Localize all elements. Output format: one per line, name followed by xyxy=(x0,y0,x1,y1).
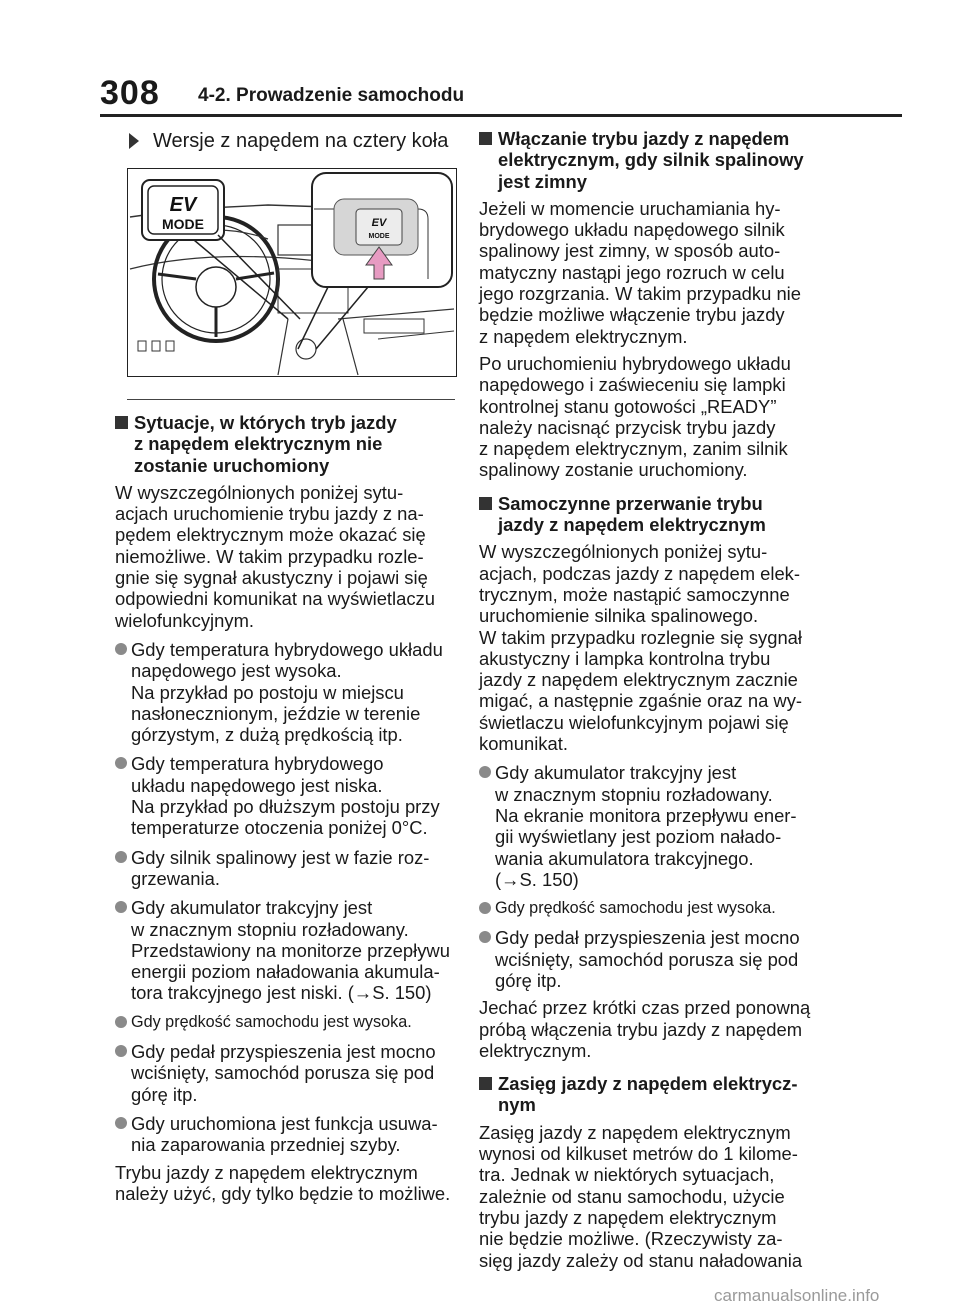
list-item: Gdy akumulator trakcyjny jest w znacznym stopniu rozładowany. Przedstawiony na monitorze przepływu energii poziom naładowania akumula- tora trakcyjnego jest niski. (→S. 150) xyxy=(115,897,453,1003)
variant-label xyxy=(129,128,453,154)
list-item: Gdy prędkość samochodu jest wysoka. xyxy=(115,1012,453,1033)
dashboard-drawing xyxy=(128,169,456,376)
list-item: Gdy temperatura hybrydowego układu napędowego jest wysoka. Na przykład po postoju w miejscu nasłonecznionym, jeździe w terenie górzystym, z dużą prędkością itp. xyxy=(115,639,453,745)
ev-label-large: EV xyxy=(169,194,197,216)
paragraph: Jechać przez krótki czas przed ponowną próbą włączenia trybu jazdy z napędem elektrycznym. xyxy=(479,997,811,1061)
round-bullet-icon xyxy=(115,1045,127,1057)
triangle-arrow-icon xyxy=(129,133,139,149)
round-bullet-icon xyxy=(115,757,127,769)
dashboard-illustration xyxy=(127,168,457,377)
round-bullet-icon xyxy=(479,766,491,778)
list-item: Gdy temperatura hybrydowego układu napędowego jest niska. Na przykład po dłuższym postoju przy temperaturze otoczenia poniżej 0°C. xyxy=(115,753,453,838)
round-bullet-icon xyxy=(115,1117,127,1129)
list-item: Gdy silnik spalinowy jest w fazie roz- grzewania. xyxy=(115,847,453,890)
square-bullet-icon xyxy=(479,132,492,145)
paragraph: Po uruchomieniu hybrydowego układu napędowego i zaświeceniu się lampki kontrolnej stanu gotowości „READY” należy nacisnąć przycisk trybu jazdy z napędem elektrycznym, zanim silnik spalinowy zostanie uruchomiony. xyxy=(479,352,791,481)
square-bullet-icon xyxy=(479,1077,492,1090)
left-column xyxy=(115,128,453,1204)
header-rule xyxy=(100,114,902,117)
heading-auto-cancel: Samoczynne przerwanie trybu jazdy z napędem elektrycznym xyxy=(479,493,817,536)
heading-text: Sytuacje, w których tryb jazdy z napędem elektrycznym nie zostanie uruchomiony xyxy=(134,412,397,476)
figure-divider xyxy=(127,399,455,400)
list-item: Gdy pedał przyspieszenia jest mocno wciśnięty, samochód porusza się pod górę itp. xyxy=(115,1041,453,1105)
round-bullet-icon xyxy=(115,643,127,655)
variant-label-text: Wersje z napędem na cztery koła xyxy=(153,130,449,152)
right-column xyxy=(479,128,817,1271)
round-bullet-icon xyxy=(115,1016,127,1028)
page-header xyxy=(0,0,960,116)
square-bullet-icon xyxy=(479,497,492,510)
page-number: 308 xyxy=(100,74,160,112)
heading-cold-engine: Włączanie trybu jazdy z napędem elektrycznym, gdy silnik spalinowy jest zimny xyxy=(479,128,817,192)
paragraph: Jeżeli w momencie uruchamiania hy- brydowego układu napędowego silnik spalinowy jest zimny, w sposób auto- matyczny nastąpi jego rozruch w celu jego rozgrzania. W takim przypadku nie będzie możliwe włączenie trybu jazdy z napędem elektrycznym. xyxy=(479,197,801,347)
list-item: Gdy prędkość samochodu jest wysoka. xyxy=(479,898,817,919)
section-title: 4-2. Prowadzenie samochodu xyxy=(198,85,465,106)
mode-label-large: MODE xyxy=(162,216,204,232)
watermark: carmanualsonline.info xyxy=(714,1286,880,1305)
list-item: Gdy uruchomiona jest funkcja usuwa- nia zaparowania przedniej szyby. xyxy=(115,1113,453,1156)
round-bullet-icon xyxy=(479,902,491,914)
round-bullet-icon xyxy=(115,901,127,913)
paragraph: W wyszczególnionych poniżej sytu- acjach, podczas jazdy z napędem elek- trycznym, może nastąpić samoczynne uruchomienie silnika spalinowego. W takim przypadku rozlegnie się sygnał akustyczny i lampka kontrolna trybu jazdy z napędem elektrycznym zacznie migać, a następnie zgaśnie oraz na wy- świetlaczu wielofunkcyjnym pojawi się komunikat. xyxy=(479,541,803,755)
square-bullet-icon xyxy=(115,416,128,429)
list-item: Gdy pedał przyspieszenia jest mocno wciśnięty, samochód porusza się pod górę itp. xyxy=(479,927,817,991)
mode-label-small: MODE xyxy=(368,233,390,240)
intro-paragraph: W wyszczególnionych poniżej sytu- acjach uruchomienie trybu jazdy z na- pędem elektrycznym może okazać się niemożliwe. W takim przypadku rozle- gnie się sygnał akustyczny i pojawi się odpowiedni komunikat na wyświetlaczu wielofunkcyjnym. xyxy=(115,481,435,631)
heading-ev-unavailable xyxy=(115,412,453,476)
closing-paragraph: Trybu jazdy z napędem elektrycznym należy użyć, gdy tylko będzie to możliwe. xyxy=(115,1161,451,1204)
round-bullet-icon xyxy=(115,851,127,863)
round-bullet-icon xyxy=(479,931,491,943)
ev-label-small: EV xyxy=(371,217,387,229)
paragraph: Zasięg jazdy z napędem elektrycznym wynosi od kilkuset metrów do 1 kilome- tra. Jednak w niektórych sytuacjach, zależnie od stanu samochodu, użycie trybu jazdy z napędem elektrycznym nie będzie możliwe. (Rzeczywisty za- sięg jazdy zależy od stanu naładowania xyxy=(479,1121,803,1271)
heading-ev-range: Zasięg jazdy z napędem elektrycz- nym xyxy=(479,1073,817,1116)
list-item: Gdy akumulator trakcyjny jest w znacznym stopniu rozładowany. Na ekranie monitora przepływu ener- gii wyświetlany jest poziom nałado- wania akumulatora trakcyjnego. (→S. 150) xyxy=(479,762,817,890)
